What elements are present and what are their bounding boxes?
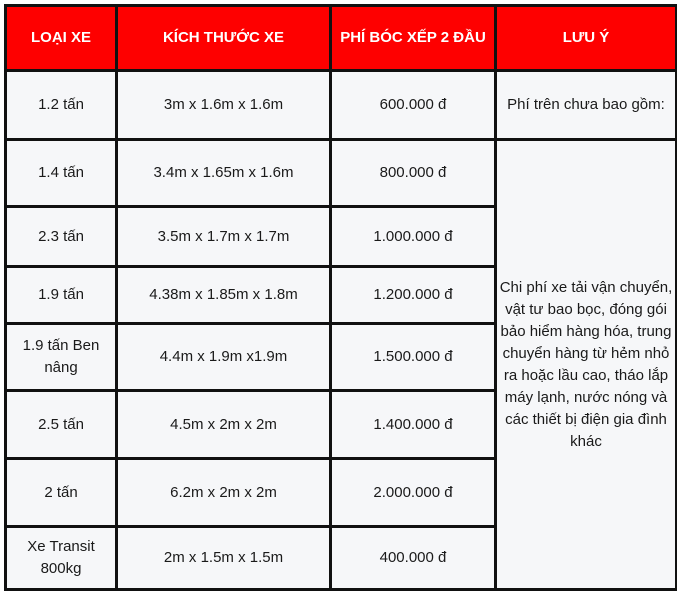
vehicle-type-cell: 2.5 tấn (6, 391, 117, 459)
loading-fee-cell: 600.000 đ (331, 71, 496, 140)
note-cell-exclusions: Chi phí xe tải vận chuyển, vật tư bao bọc, đóng gói bảo hiểm hàng hóa, trung chuyển hàng từ hẻm nhỏ ra hoặc lầu cao, tháo lắp máy lạnh, nước nóng và các thiết bị điện gia đình khác (496, 140, 677, 590)
header-row (6, 6, 677, 71)
table-row (6, 71, 677, 140)
vehicle-type-cell: 2 tấn (6, 459, 117, 527)
vehicle-type-cell: 1.2 tấn (6, 71, 117, 140)
vehicle-size-cell: 3.4m x 1.65m x 1.6m (117, 140, 331, 207)
loading-fee-cell: 400.000 đ (331, 527, 496, 590)
pricing-table (4, 4, 677, 591)
loading-fee-cell: 1.500.000 đ (331, 324, 496, 391)
table-row (6, 140, 677, 207)
loading-fee-cell: 1.400.000 đ (331, 391, 496, 459)
vehicle-size-cell: 6.2m x 2m x 2m (117, 459, 331, 527)
loading-fee-cell: 2.000.000 đ (331, 459, 496, 527)
vehicle-size-cell: 2m x 1.5m x 1.5m (117, 527, 331, 590)
vehicle-size-cell: 3.5m x 1.7m x 1.7m (117, 207, 331, 267)
loading-fee-cell: 1.000.000 đ (331, 207, 496, 267)
vehicle-size-cell: 4.5m x 2m x 2m (117, 391, 331, 459)
vehicle-type-cell: 1.4 tấn (6, 140, 117, 207)
header-vehicle-type: LOẠI XE (6, 6, 117, 71)
loading-fee-cell: 800.000 đ (331, 140, 496, 207)
vehicle-type-cell: 1.9 tấn (6, 267, 117, 324)
vehicle-type-cell: 2.3 tấn (6, 207, 117, 267)
vehicle-size-cell: 4.4m x 1.9m x1.9m (117, 324, 331, 391)
vehicle-type-cell: 1.9 tấn Ben nâng (6, 324, 117, 391)
vehicle-type-cell: Xe Transit 800kg (6, 527, 117, 590)
header-vehicle-size: KÍCH THƯỚC XE (117, 6, 331, 71)
vehicle-size-cell: 3m x 1.6m x 1.6m (117, 71, 331, 140)
note-cell-first: Phí trên chưa bao gồm: (496, 71, 677, 140)
vehicle-size-cell: 4.38m x 1.85m x 1.8m (117, 267, 331, 324)
header-loading-fee: PHÍ BÓC XẾP 2 ĐẦU (331, 6, 496, 71)
loading-fee-cell: 1.200.000 đ (331, 267, 496, 324)
header-note: LƯU Ý (496, 6, 677, 71)
